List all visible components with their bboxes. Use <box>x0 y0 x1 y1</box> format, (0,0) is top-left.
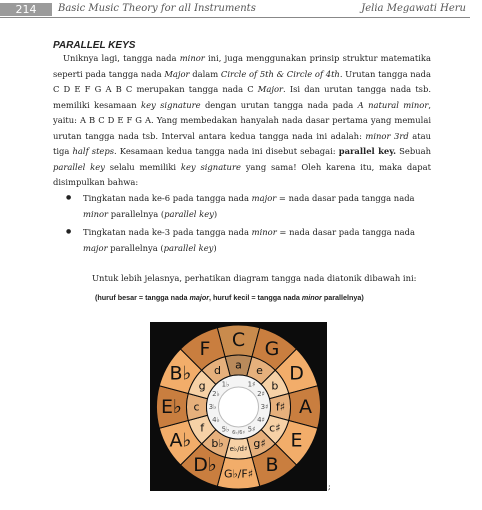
accidental-count-label: 5♯ <box>247 425 256 434</box>
page-number: 214 <box>0 3 52 16</box>
accidental-count-label: 2♯ <box>257 390 265 398</box>
circle-of-fifths-svg <box>150 322 327 491</box>
bullet-item: ● Tingkatan nada ke-6 pada tangga nada major = nada dasar pada tangga nada minor parallelnya (parallel key) <box>66 190 432 222</box>
major-key-label: A <box>299 396 312 418</box>
minor-key-label: f♯ <box>275 400 286 414</box>
running-book-title: Basic Music Theory for all Instruments <box>58 3 256 14</box>
minor-key-label: b <box>271 379 279 393</box>
bullet-list <box>66 190 432 258</box>
page-header <box>0 0 482 17</box>
accidental-count-label: 4♯ <box>257 416 265 424</box>
minor-key-label: f <box>200 421 205 435</box>
accidental-count-label: 4♭ <box>212 416 220 424</box>
accidental-count-label: 3♭ <box>208 403 217 411</box>
diagram-intro: Untuk lebih jelasnya, perhatikan diagram tangga nada diatonik dibawah ini: <box>92 273 417 283</box>
accidental-count-label: 3♯ <box>260 403 269 411</box>
bullet-item: ● Tingkatan nada ke-3 pada tangga nada minor = nada dasar pada tangga nada major parallelnya (parallel key) <box>66 224 432 256</box>
minor-key-label: c <box>193 400 200 414</box>
minor-key-label: e <box>256 364 263 378</box>
accidental-count-label: 1♯ <box>247 380 256 389</box>
major-key-label: A♭ <box>169 429 192 452</box>
minor-key-label: c♯ <box>269 421 281 435</box>
minor-key-label: d <box>214 364 221 378</box>
minor-key-label: g♯ <box>253 436 266 450</box>
body-paragraph: Uniknya lagi, tangga nada minor ini, juga menggunakan prinsip struktur matematika seperti pada tangga nada Major dalam Circle of 5th & Circle of 4th. Urutan tangga nada C D E F G A B C merupakan tangga nada C Major. Isi dan urutan tangga nada tsb. memiliki kesamaan key signature dengan urutan tangga nada pada A natural minor, yaitu: A B C D E F G A. Yang membedakan hanyalah nada dasar pertama yang memulai urutan tangga nada tsb. Interval antara kedua tangga nada ini adalah: minor 3rd atau tiga half steps. Kesamaan kedua tangga nada ini disebut sebagai: parallel key. Sebuah parallel key selalu memiliki key signature yang sama! Oleh karena itu, maka dapat disimpulkan bahwa: <box>53 53 432 187</box>
accidental-count-label: 1♭ <box>221 380 230 389</box>
section-title: PARALLEL KEYS <box>53 40 136 51</box>
circle-of-fifths-diagram <box>150 322 327 491</box>
accidental-count-label: 6♭/6♯ <box>232 430 245 436</box>
major-key-label: C <box>231 329 246 351</box>
major-key-label: D♭ <box>193 454 217 477</box>
running-author: Jelia Megawati Heru <box>361 3 466 14</box>
diagram-caption: (huruf besar = tangga nada major, huruf kecil = tangga nada minor parallelnya) <box>95 293 364 302</box>
major-key-label: G♭/F♯ <box>223 467 254 481</box>
minor-key-label: b♭ <box>211 436 224 450</box>
accidental-count-label: 5♭ <box>221 425 230 434</box>
accidental-count-label: 2♭ <box>212 390 220 398</box>
minor-key-label: g <box>198 379 206 393</box>
header-rule <box>0 17 470 18</box>
major-key-label: G <box>264 337 280 360</box>
minor-key-label: e♭/d♯ <box>229 445 248 453</box>
stray-mark: ; <box>328 482 331 491</box>
major-key-label: F <box>199 337 211 360</box>
major-key-label: D <box>289 362 304 385</box>
major-key-label: E♭ <box>161 396 182 418</box>
minor-key-label: a <box>235 358 242 372</box>
major-key-label: B♭ <box>169 362 192 385</box>
center-hub <box>219 387 259 427</box>
major-key-label: B <box>265 454 279 477</box>
major-key-label: E <box>290 429 303 452</box>
